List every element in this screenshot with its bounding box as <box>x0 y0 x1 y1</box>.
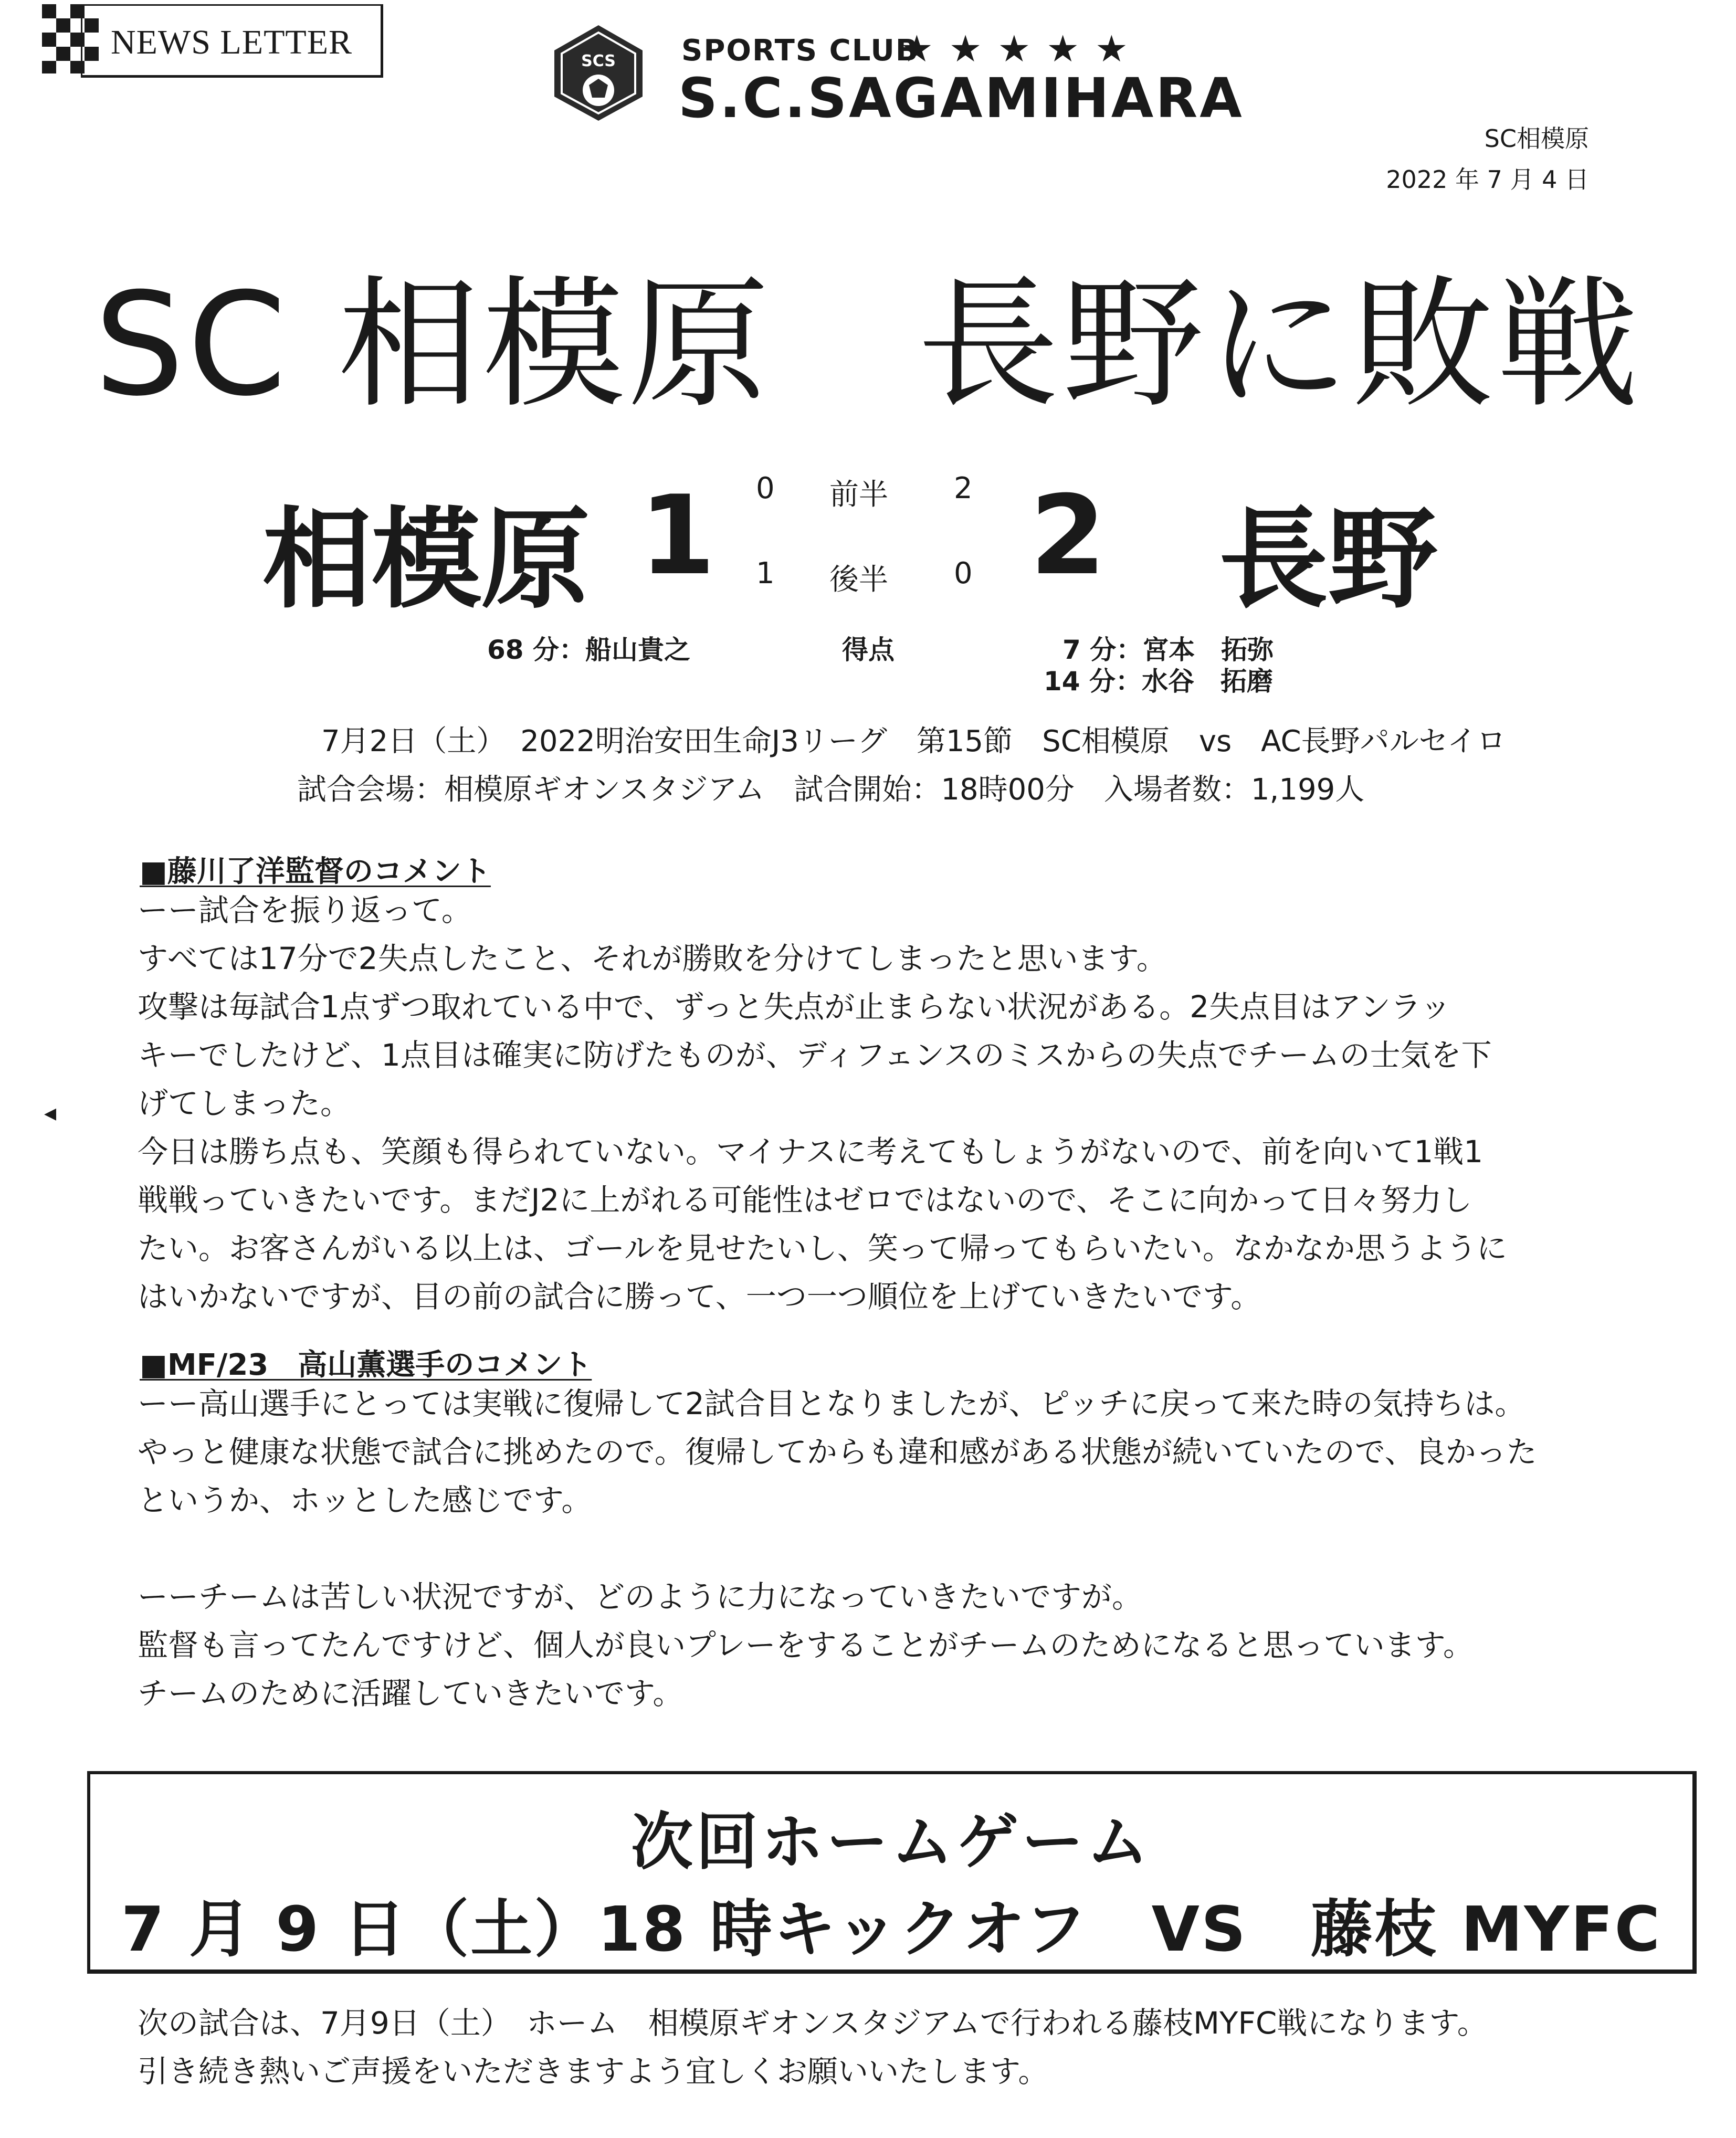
scorers-label: 得点 <box>842 635 895 665</box>
comment-line: 監督も言ってたんですけど、個人が良いプレーをすることがチームのためになると思っています。 <box>138 1627 1474 1663</box>
venue-details: 試合会場：相模原ギオンスタジアム 試合開始：18時00分 入場者数：1,199人 <box>297 773 1365 807</box>
second-half-label: 後半 <box>829 563 888 597</box>
logo-name: S.C.SAGAMIHARA <box>678 66 1244 130</box>
comment-line: ーー試合を振り返って。 <box>138 892 472 928</box>
away-scorer: 14 分：水谷 拓磨 <box>1044 666 1273 697</box>
coach-comment-title: ■藤川了洋監督のコメント <box>140 855 491 889</box>
next-home-game-box <box>87 1771 1697 1974</box>
comment-line: すべては17分で2失点したこと、それが勝敗を分けてしまったと思います。 <box>138 941 1167 976</box>
headline: SC 相模原 長野に敗戦 <box>94 262 1642 427</box>
next-game-line: 引き続き熱いご声援をいただきますよう宜しくお願いいたします。 <box>138 2053 1049 2089</box>
logo-top-text: SPORTS CLUB <box>681 34 919 68</box>
away-scorer: 7 分：宮本 拓弥 <box>1062 635 1274 665</box>
comment-line: げてしまった。 <box>138 1086 351 1121</box>
first-half-home: 0 <box>756 471 775 505</box>
second-half-home: 1 <box>756 556 775 591</box>
player-comment-title: ■MF/23 高山薫選手のコメント <box>140 1348 592 1382</box>
away-score: 2 <box>1030 472 1106 599</box>
emblem-text: SCS <box>581 52 616 70</box>
next-game-title: 次回ホームゲーム <box>630 1806 1152 1878</box>
margin-marker-icon: ◀ <box>44 1104 57 1123</box>
home-scorer: 68 分：船山貴之 <box>487 635 690 665</box>
match-details: 7月2日（土） 2022明治安田生命J3リーグ 第15節 SC相模原 vs AC長野パルセイロ <box>321 724 1506 759</box>
club-logo <box>546 23 1244 130</box>
comment-line: やっと健康な状態で試合に挑めたので。復帰してからも違和感がある状態が続いていたので、良かった <box>138 1434 1537 1470</box>
comment-line: 今日は勝ち点も、笑顔も得られていない。マイナスに考えてもしょうがないので、前を向いて1戦1 <box>138 1134 1484 1170</box>
away-team: 長野 <box>1219 497 1437 624</box>
comment-line: たい。お客さんがいる以上は、ゴールを見せたいし、笑って帰ってもらいたい。なかなか思うように <box>138 1230 1507 1266</box>
publication-date: 2022 年 7 月 4 日 <box>1386 165 1589 194</box>
comment-line: チームのために活躍していきたいです。 <box>138 1676 683 1711</box>
newsletter-label: NEWS LETTER <box>81 4 383 78</box>
comment-line: ーーチームは苦しい状況ですが、どのように力になっていきたいですが。 <box>138 1579 1143 1615</box>
first-half-label: 前半 <box>829 478 888 512</box>
coach-comment-body <box>138 886 1507 1321</box>
comment-line: 攻撃は毎試合1点ずつ取れている中で、ずっと失点が止まらない状況がある。2失点目はアンラッ <box>138 989 1451 1025</box>
comment-line: 戦戦っていきたいです。まだJ2に上がれる可能性はゼロではないので、そこに向かって日々努力し <box>138 1182 1472 1218</box>
home-score: 1 <box>639 472 716 599</box>
comment-line: キーでしたけど、1点目は確実に防げたものが、ディフェンスのミスからの失点でチームの士気を下 <box>138 1037 1492 1073</box>
comment-line: ーー高山選手にとっては実戦に復帰して2試合目となりましたが、ピッチに戻って来た時の気持ちは。 <box>138 1386 1525 1421</box>
next-game-detail: 7 月 9 日（土）18 時キックオフ VS 藤枝 MYFC <box>121 1893 1662 1965</box>
next-game-body <box>138 1999 1488 2095</box>
home-team: 相模原 <box>262 497 590 624</box>
comment-line: というか、ホッとした感じです。 <box>138 1482 592 1518</box>
club-emblem-icon <box>546 23 651 123</box>
publisher: SC相模原 <box>1484 124 1589 153</box>
player-comment-body <box>138 1379 1537 1718</box>
comment-line: はいかないですが、目の前の試合に勝って、一つ一つ順位を上げていきたいです。 <box>138 1279 1261 1314</box>
logo-stars: ★★★★★ <box>900 27 1144 70</box>
next-game-line: 次の試合は、7月9日（土） ホーム 相模原ギオンスタジアムで行われる藤枝MYFC戦になります。 <box>138 2005 1488 2041</box>
second-half-away: 0 <box>954 556 973 591</box>
paragraph-gap <box>138 1524 1537 1573</box>
newsletter-badge <box>42 4 384 79</box>
first-half-away: 2 <box>954 471 973 505</box>
